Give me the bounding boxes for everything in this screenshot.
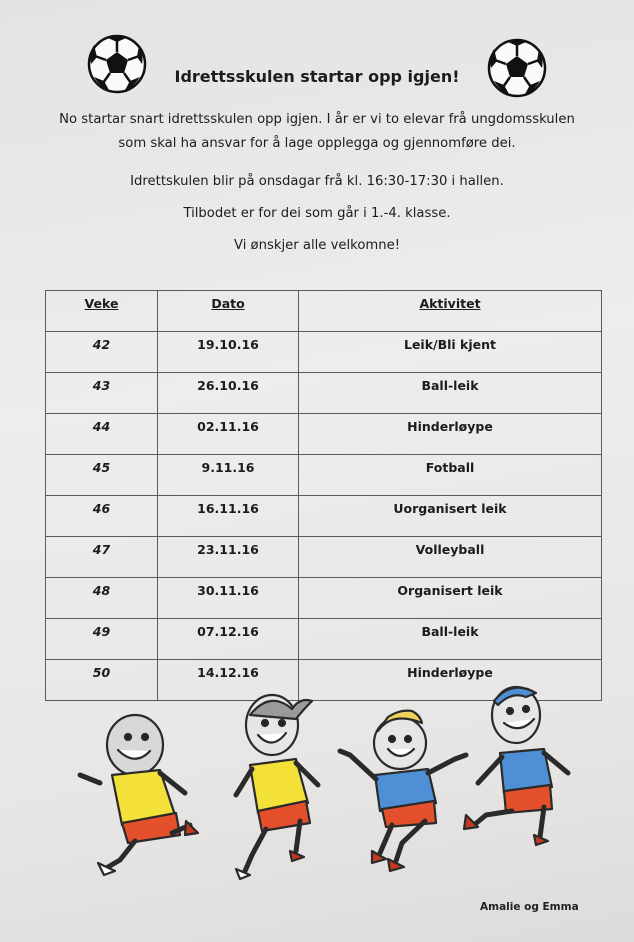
- kid-4-figure: [464, 687, 568, 845]
- cell-aktivitet: Hinderløype: [299, 414, 602, 455]
- offer-text: Tilbodet er for dei som går i 1.-4. klasse.: [183, 206, 451, 221]
- schedule-text: Idrettskulen blir på onsdagar frå kl. 16:30-17:30 i hallen.: [130, 174, 504, 189]
- schedule-table: [45, 290, 602, 701]
- cell-aktivitet: Fotball: [299, 455, 602, 496]
- table-row: [46, 373, 602, 414]
- table-row: [46, 537, 602, 578]
- cell-aktivitet: Organisert leik: [299, 578, 602, 619]
- cell-veke: 49: [46, 619, 158, 660]
- welcome-text: Vi ønskjer alle velkomne!: [233, 238, 401, 253]
- cell-veke: 45: [46, 455, 158, 496]
- intro-paragraph: [0, 108, 634, 156]
- running-children-illustration: [0, 675, 634, 895]
- cell-veke: 42: [46, 332, 158, 373]
- signature: Amalie og Emma: [480, 901, 579, 913]
- cell-dato: 9.11.16: [158, 455, 299, 496]
- cell-veke: 44: [46, 414, 158, 455]
- header-veke: Veke: [46, 291, 158, 332]
- cell-dato: 26.10.16: [158, 373, 299, 414]
- table-row: [46, 496, 602, 537]
- cell-veke: 46: [46, 496, 158, 537]
- cell-veke: 50: [46, 660, 158, 701]
- cell-dato: 02.11.16: [158, 414, 299, 455]
- table-row: [46, 455, 602, 496]
- table-header-row: [46, 291, 602, 332]
- intro-line-2: som skal ha ansvar for å lage opplegga og gjennomføre dei.: [118, 136, 516, 151]
- cell-dato: 23.11.16: [158, 537, 299, 578]
- page-title: Idrettsskulen startar opp igjen!: [174, 67, 460, 86]
- cell-dato: 14.12.16: [158, 660, 299, 701]
- cell-dato: 07.12.16: [158, 619, 299, 660]
- table-row: [46, 414, 602, 455]
- cell-aktivitet: Uorganisert leik: [299, 496, 602, 537]
- cell-dato: 19.10.16: [158, 332, 299, 373]
- cell-aktivitet: Leik/Bli kjent: [299, 332, 602, 373]
- cell-veke: 43: [46, 373, 158, 414]
- intro-line-1: No startar snart idrettsskulen opp igjen. I år er vi to elevar frå ungdomsskulen: [59, 112, 575, 127]
- cell-dato: 16.11.16: [158, 496, 299, 537]
- table-row: [46, 578, 602, 619]
- kid-3-figure: [340, 711, 466, 871]
- table-row: [46, 619, 602, 660]
- cell-aktivitet: Hinderløype: [299, 660, 602, 701]
- cell-veke: 48: [46, 578, 158, 619]
- cell-aktivitet: Ball-leik: [299, 619, 602, 660]
- cell-aktivitet: Volleyball: [299, 537, 602, 578]
- kid-2-figure: [236, 695, 318, 879]
- cell-veke: 47: [46, 537, 158, 578]
- table-row: [46, 332, 602, 373]
- header-dato: Dato: [158, 291, 299, 332]
- kid-1-figure: [80, 715, 198, 875]
- cell-dato: 30.11.16: [158, 578, 299, 619]
- header-aktivitet: Aktivitet: [299, 291, 602, 332]
- cell-aktivitet: Ball-leik: [299, 373, 602, 414]
